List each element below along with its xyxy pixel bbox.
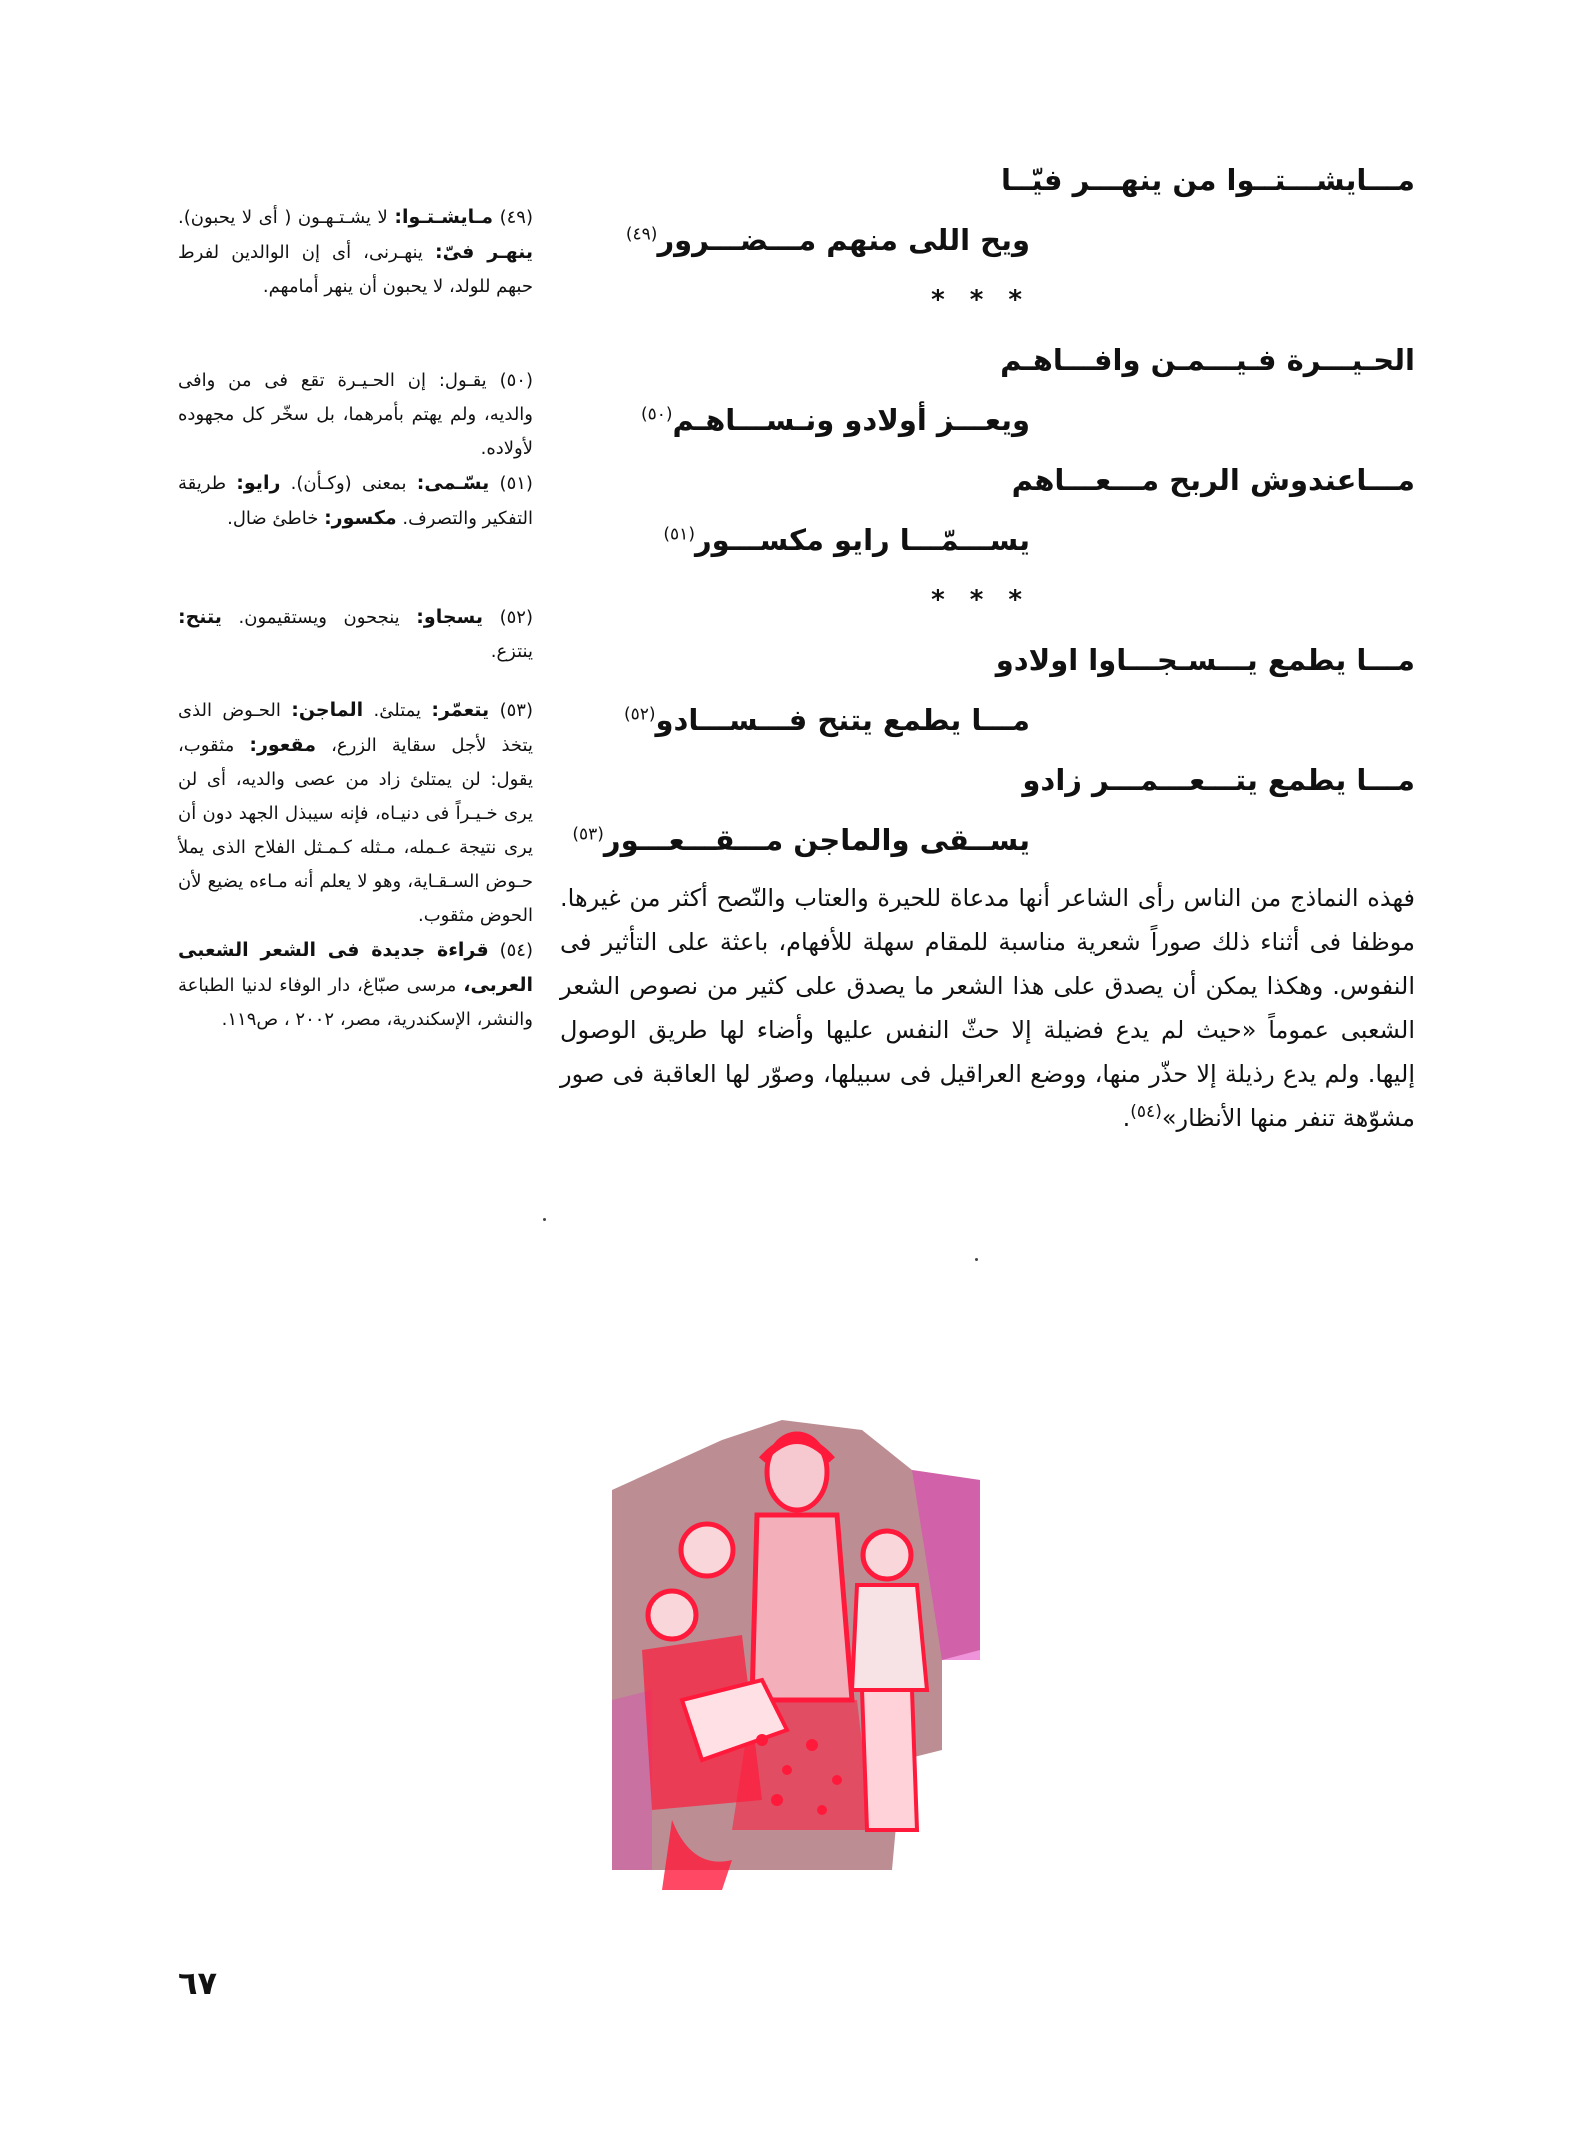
- main-column: [560, 150, 1415, 1140]
- scan-speck: [975, 1258, 978, 1261]
- verse-line: يســقى والماجن مـــقـــعـــور$^{(٥٣)}$: [572, 823, 1030, 857]
- footnote-54: (٥٤) قراءة جديدة فى الشعر الشعبى العربى، مرسى صبّاغ، دار الوفاء لدنيا الطباعة والنشر، الإسكندرية، مصر، ٢٠٠٢ ، ص١١٩.: [178, 939, 533, 1030]
- verse-line: ويعـــز أولادو ونـســـاهـم$^{(٥٠)}$: [641, 403, 1030, 437]
- verse-line: مـــا يطمع يتنح فـــســـادو$^{(٥٢)}$: [623, 703, 1030, 737]
- verse-line: مـــاعندوش الربح مـــعـــاهم: [1011, 463, 1415, 497]
- verse-line: يســـمّـــا رايو مكســـور$^{(٥١)}$: [663, 523, 1030, 557]
- verse-line: مـــايشـــتــوا من ينهـــر فيّــا: [1000, 163, 1415, 197]
- footnote-49: (٤٩) مـايشـتـوا: لا يشـتـهـون ( أى لا يحبون). ينهـر فىّ: ينهـرنى، أى إن الوالدين لفرط حبهم للولد، لا يحبون أن ينهر أمامهم.: [178, 206, 534, 297]
- footnote-51: (٥١) يسّـمى: بمعنى (وكـأن). رايو: طريقة التفكير والتصرف. مكسور: خاطئ ضال.: [178, 472, 533, 529]
- footnote-52: (٥٢) يسجاو: ينجحون ويستقيمون. يتنح: ينتزع.: [178, 606, 533, 662]
- footnote-50: (٥٠) يقـول: إن الحـيـرة تقع فى من وافى والديه، ولم يهتم بأمرهما، بل سخّر كل مجهوده لأولاده.: [178, 370, 533, 459]
- stanza-separator: * * *: [931, 285, 1030, 315]
- verse-line: مـــا يطمع يتـــعـــمـــر زادو: [1022, 763, 1415, 797]
- verse-line: مـــا يطمع يـــسـجـــاوا اولادو: [995, 643, 1415, 677]
- body-paragraph: فهذه النماذج من الناس رأى الشاعر أنها مدعاة للحيرة والعتاب والنّصح أكثر من غيرها. موظفا فى أثناء ذلك صوراً شعرية مناسبة للمقام سهلة للأفهام، باعثة على التأثير فى النفوس. وهكذا يمكن أن يصدق على هذا الشعر ما يصدق على كثير من نصوص الشعر الشعبى عموماً «حيث لم يدع فضيلة إلا حثّ النفس عليها وأضاء لها طريق الوصول إليها. ولم يدع رذيلة إلا حذّر منها، ووضع العراقيل فى سبيلها، وصوّر لها العاقبة فى صور مشوّهة تنفر منها الأنظار»$^{(٥٤)}$.: [560, 884, 1415, 1132]
- footnotes-column: [178, 200, 533, 1037]
- stanza-separator: * * *: [931, 585, 1030, 615]
- verse-line: ويح اللى منهم مـــضـــرور$^{(٤٩)}$: [625, 223, 1030, 257]
- verse-line: الحـيـــرة فـيـــمـن وافـــاهـم: [1000, 343, 1415, 377]
- family-illustration: [612, 1400, 980, 1890]
- page-number: ٦٧: [178, 1964, 218, 2002]
- scan-speck: [543, 1218, 546, 1221]
- footnote-53: (٥٣) يتعمّر: يمتلئ. الماجن: الحـوض الذى يتخذ لأجل سقاية الزرع، مقعور: مثقوب، يقول: لن يمتلئ زاد من عصى والديه، أى لن يرى خـيـراً فى دنيـاه، فإنه سيبذل الجهد دون أن يرى نتيجة عـمله، مـثله كـمـثل الفلاح الذى يملأ حـوض السـقـاية، وهو لا يعلم أنه مـاءه يضيع لأن الحوض مثقوب.: [178, 699, 533, 926]
